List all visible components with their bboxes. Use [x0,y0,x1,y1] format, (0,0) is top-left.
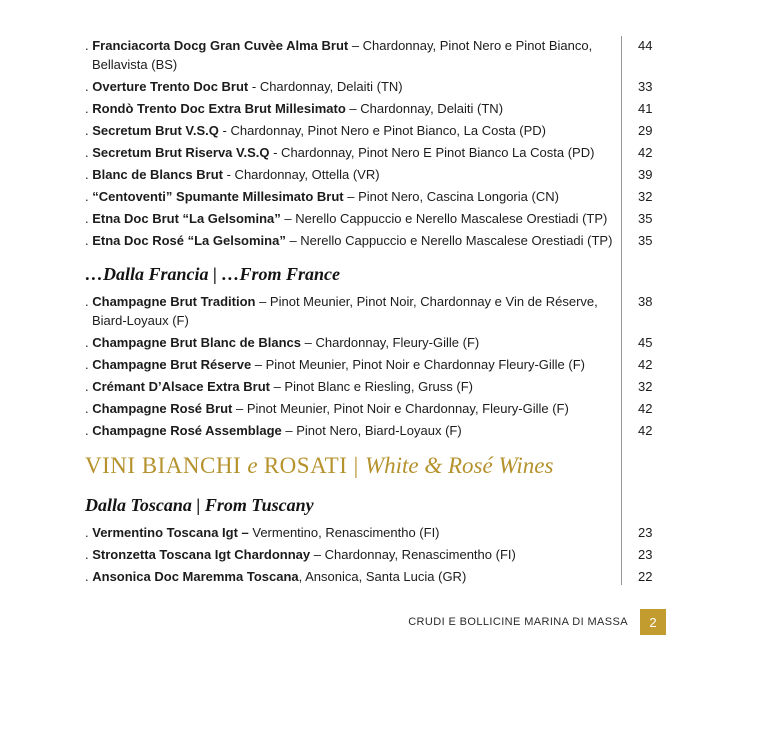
item-price: 42 [638,356,653,372]
wine-description: Vermentino, Renascimentho (FI) [248,524,440,540]
section-subheading: …Dalla Francia | …From France [85,263,340,284]
bullet-dot: . [85,144,93,160]
wine-item-row [85,331,700,353]
wine-name: Vermentino Toscana Igt – [92,524,249,540]
wine-item-text [85,143,621,162]
wine-description: - Chardonnay, Ottella (VR) [223,166,380,182]
wine-item-row [85,290,700,331]
bullet-dot: . [85,37,93,53]
section-heading [85,451,621,481]
wine-item-row [85,521,700,543]
wine-item-row [85,229,700,251]
heading-segment: VINI BIANCHI [85,452,248,478]
wine-item-text [85,523,621,542]
wine-name: Champagne Rosé Assemblage [92,422,282,438]
bullet-dot: . [85,166,93,182]
bullet-dot: . [85,334,93,350]
wine-item-row [85,565,700,587]
wine-description: – Pinot Meunier, Pinot Noir, Chardonnay e Vin de Réserve, Biard-Loyaux (F) [92,293,598,328]
wine-description: – Pinot Meunier, Pinot Noir e Chardonnay, Fleury-Gille (F) [232,400,569,416]
bullet-dot: . [85,568,93,584]
item-price: 35 [638,232,653,248]
item-price: 23 [638,546,653,562]
bullet-dot: . [85,100,93,116]
wine-item-text [85,36,621,74]
bullet-dot: . [85,78,93,94]
page-number-badge: 2 [640,609,666,635]
wine-item-row [85,397,700,419]
wine-item-row [85,419,700,441]
wine-item-row [85,185,700,207]
heading-segment: e [247,452,258,478]
wine-name: Etna Doc Rosé “La Gelsomina” [92,232,286,248]
wine-item-text [85,187,621,206]
wine-item-text [85,333,621,352]
wine-description: – Pinot Nero, Cascina Longoria (CN) [343,188,559,204]
wine-item-text [85,231,621,250]
bullet-dot: . [85,188,93,204]
wine-description: - Chardonnay, Pinot Nero e Pinot Bianco, La Costa (PD) [218,122,547,138]
wine-list-blocks [85,34,700,587]
item-price: 29 [638,122,653,138]
wine-item-text [85,77,621,96]
wine-item-text [85,567,621,586]
heading-segment: ROSATI | [257,452,365,478]
item-price: 42 [638,422,653,438]
wine-name: Champagne Brut Tradition [92,293,256,309]
wine-item-row [85,141,700,163]
item-price: 32 [638,378,653,394]
wine-item-text [85,165,621,184]
wine-item-row [85,163,700,185]
section-subheading-row [85,491,700,519]
bullet-dot: . [85,122,93,138]
wine-name: Rondò Trento Doc Extra Brut Millesimato [92,100,346,116]
wine-description: – Chardonnay, Pinot Nero e Pinot Bianco, Bellavista (BS) [92,37,593,72]
item-price: 45 [638,334,653,350]
wine-item-text [85,292,621,330]
wine-item-text [85,377,621,396]
section-subheading: Dalla Toscana | From Tuscany [85,494,314,515]
bullet-dot: . [85,356,93,372]
wine-name: Franciacorta Docg Gran Cuvèe Alma Brut [92,37,349,53]
item-price: 33 [638,78,653,94]
wine-item-row [85,353,700,375]
item-price: 22 [638,568,653,584]
wine-item-text [85,99,621,118]
bullet-dot: . [85,378,93,394]
heading-segment: White & Rosé Wines [364,452,554,478]
wine-item-text [85,209,621,228]
item-price: 39 [638,166,653,182]
bullet-dot: . [85,422,93,438]
wine-name: Champagne Brut Réserve [92,356,252,372]
item-price: 38 [638,293,653,309]
wine-name: Blanc de Blancs Brut [92,166,223,182]
wine-item-text [85,399,621,418]
wine-name: Champagne Rosé Brut [92,400,233,416]
item-price: 35 [638,210,653,226]
wine-description: – Chardonnay, Fleury-Gille (F) [301,334,480,350]
wine-description: – Nerello Cappuccio e Nerello Mascalese Orestiadi (TP) [285,232,613,248]
wine-name: Secretum Brut V.S.Q [92,122,219,138]
footer-title: CRUDI E BOLLICINE MARINA DI MASSA [408,616,628,628]
item-price: 41 [638,100,653,116]
wine-description: – Pinot Meunier, Pinot Noir e Chardonnay Fleury-Gille (F) [251,356,585,372]
item-price: 32 [638,188,653,204]
item-price: 23 [638,524,653,540]
bullet-dot: . [85,293,93,309]
wine-item-text [85,355,621,374]
section-heading-row [85,449,700,482]
wine-item-row [85,119,700,141]
item-price: 42 [638,400,653,416]
wine-name: Secretum Brut Riserva V.S.Q [92,144,270,160]
bullet-dot: . [85,210,93,226]
wine-item-text [85,545,621,564]
bullet-dot: . [85,546,93,562]
wine-description: – Chardonnay, Delaiti (TN) [345,100,504,116]
wine-description: – Nerello Cappuccio e Nerello Mascalese Orestiadi (TP) [280,210,608,226]
wine-name: Stronzetta Toscana Igt Chardonnay [92,546,311,562]
wine-item-row [85,207,700,229]
bullet-dot: . [85,232,93,248]
bullet-dot: . [85,524,93,540]
wine-item-row [85,34,700,75]
wine-description: , Ansonica, Santa Lucia (GR) [298,568,467,584]
section-subheading-row [85,260,700,288]
wine-name: Etna Doc Brut “La Gelsomina” [92,210,281,226]
wine-item-row [85,97,700,119]
wine-item-row [85,75,700,97]
item-price: 42 [638,144,653,160]
wine-name: “Centoventi” Spumante Millesimato Brut [92,188,344,204]
wine-item-row [85,375,700,397]
wine-name: Ansonica Doc Maremma Toscana [92,568,299,584]
item-price: 44 [638,37,653,53]
wine-description: – Chardonnay, Renascimentho (FI) [310,546,516,562]
wine-item-row [85,543,700,565]
wine-item-text [85,421,621,440]
wine-item-text [85,121,621,140]
wine-list [85,34,700,587]
wine-description: - Chardonnay, Pinot Nero E Pinot Bianco La Costa (PD) [269,144,595,160]
wine-name: Crémant D’Alsace Extra Brut [92,378,270,394]
wine-description: - Chardonnay, Delaiti (TN) [248,78,403,94]
wine-name: Champagne Brut Blanc de Blancs [92,334,302,350]
wine-description: – Pinot Blanc e Riesling, Gruss (F) [269,378,473,394]
wine-name: Overture Trento Doc Brut [92,78,249,94]
price-divider-line [621,36,622,585]
wine-description: – Pinot Nero, Biard-Loyaux (F) [281,422,462,438]
page-footer [85,609,700,635]
bullet-dot: . [85,400,93,416]
